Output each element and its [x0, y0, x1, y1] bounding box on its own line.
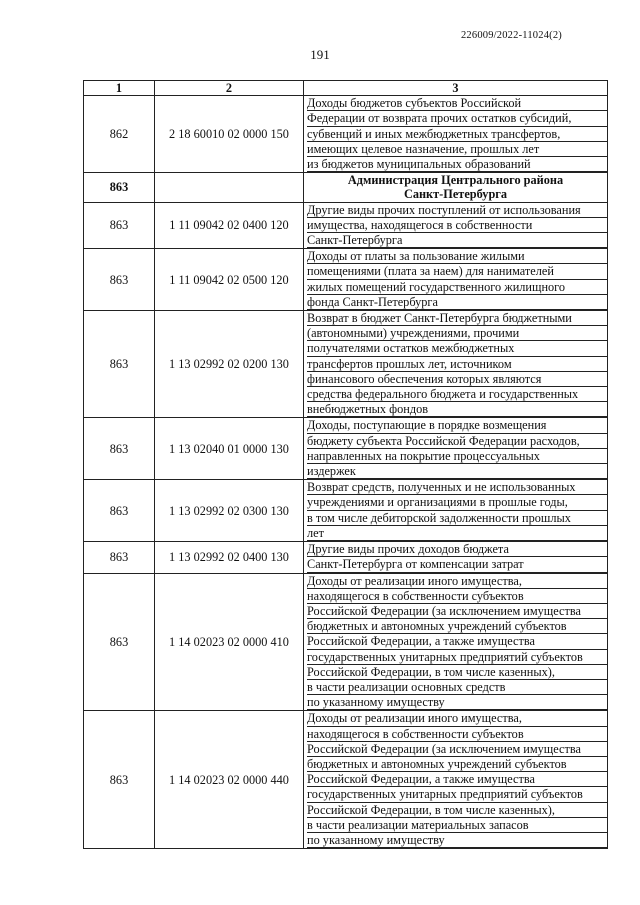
description-line: получателями остатков межбюджетных: [307, 341, 607, 356]
description-line: Доходы от реализации иного имущества,: [307, 711, 607, 726]
revenue-description-cell: [304, 573, 608, 711]
revenue-description-cell: [304, 480, 608, 542]
description-line: из бюджетов муниципальных образований: [307, 157, 607, 172]
budget-classification-code-cell: 2 18 60010 02 0000 150: [155, 96, 304, 173]
description-line: жилых помещений государственного жилищного: [307, 280, 607, 295]
budget-classification-code-cell: 1 14 02023 02 0000 440: [155, 711, 304, 849]
table-row: [84, 311, 608, 418]
description-line: (автономными) учреждениями, прочими: [307, 326, 607, 341]
description-line: Возврат средств, полученных и не использованных: [307, 480, 607, 495]
table-row: [84, 573, 608, 711]
admin-code-cell: 863: [84, 173, 155, 202]
description-line: Доходы от платы за пользование жилыми: [307, 249, 607, 264]
budget-classification-code-cell: 1 13 02992 02 0200 130: [155, 311, 304, 418]
table-row: [84, 542, 608, 573]
description-line: внебюджетных фондов: [307, 402, 607, 417]
document-id: 226009/2022-11024(2): [460, 30, 562, 41]
description-line: государственных унитарных предприятий субъектов: [307, 787, 607, 802]
description-line: бюджетных и автономных учреждений субъектов: [307, 619, 607, 634]
description-line: Санкт-Петербурга от компенсации затрат: [307, 557, 607, 572]
description-line: Другие виды прочих доходов бюджета: [307, 542, 607, 557]
description-line: бюджетных и автономных учреждений субъектов: [307, 757, 607, 772]
column-header: 1: [84, 81, 155, 96]
description-line: Российской Федерации, а также имущества: [307, 772, 607, 787]
budget-classification-code-cell: 1 11 09042 02 0400 120: [155, 202, 304, 249]
description-line: в том числе дебиторской задолженности прошлых: [307, 511, 607, 526]
description-line: Администрация Центрального района: [347, 173, 564, 188]
table-row: [84, 711, 608, 849]
revenue-description-cell: [304, 418, 608, 480]
description-line: Федерации от возврата прочих остатков субсидий,: [307, 111, 607, 126]
description-line: Российской Федерации, в том числе казенных),: [307, 803, 607, 818]
section-header-row: [84, 173, 608, 202]
description-line: по указанному имуществу: [307, 695, 607, 710]
description-line: средства федерального бюджета и государственных: [307, 387, 607, 402]
revenue-description-cell: [304, 311, 608, 418]
description-line: бюджету субъекта Российской Федерации расходов,: [307, 434, 607, 449]
description-line: Российской Федерации, в том числе казенных),: [307, 665, 607, 680]
description-line: направленных на покрытие процессуальных: [307, 449, 607, 464]
description-line: Доходы от реализации иного имущества,: [307, 574, 607, 589]
description-line: Российской Федерации, а также имущества: [307, 634, 607, 649]
table-row: [84, 202, 608, 249]
description-line: финансового обеспечения которых являются: [307, 372, 607, 387]
description-line: имущества, находящегося в собственности: [307, 218, 607, 233]
description-line: трансфертов прошлых лет, источником: [307, 357, 607, 372]
description-line: помещениями (плата за наем) для нанимателей: [307, 264, 607, 279]
description-line: учреждениями и организациями в прошлые годы,: [307, 495, 607, 510]
description-line: государственных унитарных предприятий субъектов: [307, 650, 607, 665]
description-line: фонда Санкт-Петербурга: [307, 295, 607, 310]
admin-code-cell: 863: [84, 480, 155, 542]
budget-classification-code-cell: 1 14 02023 02 0000 410: [155, 573, 304, 711]
column-header: 3: [304, 81, 608, 96]
admin-code-cell: 862: [84, 96, 155, 173]
description-line: по указанному имуществу: [307, 833, 607, 848]
revenue-code-table: [83, 80, 608, 849]
admin-code-cell: 863: [84, 311, 155, 418]
table-row: [84, 249, 608, 311]
table-row: [84, 96, 608, 173]
description-line: Российской Федерации (за исключением имущества: [307, 742, 607, 757]
budget-classification-code-cell: 1 13 02992 02 0300 130: [155, 480, 304, 542]
administrator-name-cell: [304, 173, 608, 202]
description-line: находящегося в собственности субъектов: [307, 727, 607, 742]
column-header: 2: [155, 81, 304, 96]
budget-classification-code-cell: 1 11 09042 02 0500 120: [155, 249, 304, 311]
description-line: Другие виды прочих поступлений от использования: [307, 203, 607, 218]
admin-code-cell: 863: [84, 249, 155, 311]
budget-classification-code-cell: [155, 173, 304, 202]
description-line: в части реализации материальных запасов: [307, 818, 607, 833]
description-line: Санкт-Петербурга: [307, 233, 607, 248]
description-line: Доходы бюджетов субъектов Российской: [307, 96, 607, 111]
table-row: [84, 480, 608, 542]
page-number: 191: [310, 47, 330, 62]
table-body: [84, 96, 608, 849]
revenue-description-cell: [304, 542, 608, 573]
admin-code-cell: 863: [84, 202, 155, 249]
description-line: Возврат в бюджет Санкт-Петербурга бюджетными: [307, 311, 607, 326]
description-line: Санкт-Петербурга: [403, 187, 508, 202]
admin-code-cell: 863: [84, 418, 155, 480]
revenue-description-cell: [304, 202, 608, 249]
revenue-description-cell: [304, 249, 608, 311]
table-row: [84, 418, 608, 480]
description-line: лет: [307, 526, 607, 541]
description-line: находящегося в собственности субъектов: [307, 589, 607, 604]
budget-classification-code-cell: 1 13 02992 02 0400 130: [155, 542, 304, 573]
table-header-row: [84, 81, 608, 96]
revenue-description-cell: [304, 96, 608, 173]
admin-code-cell: 863: [84, 573, 155, 711]
description-line: Доходы, поступающие в порядке возмещения: [307, 418, 607, 433]
description-line: Российской Федерации (за исключением имущества: [307, 604, 607, 619]
budget-classification-code-cell: 1 13 02040 01 0000 130: [155, 418, 304, 480]
description-line: издержек: [307, 464, 607, 479]
admin-code-cell: 863: [84, 542, 155, 573]
description-line: имеющих целевое назначение, прошлых лет: [307, 142, 607, 157]
admin-code-cell: 863: [84, 711, 155, 849]
description-line: субвенций и иных межбюджетных трансфертов,: [307, 127, 607, 142]
revenue-description-cell: [304, 711, 608, 849]
description-line: в части реализации основных средств: [307, 680, 607, 695]
